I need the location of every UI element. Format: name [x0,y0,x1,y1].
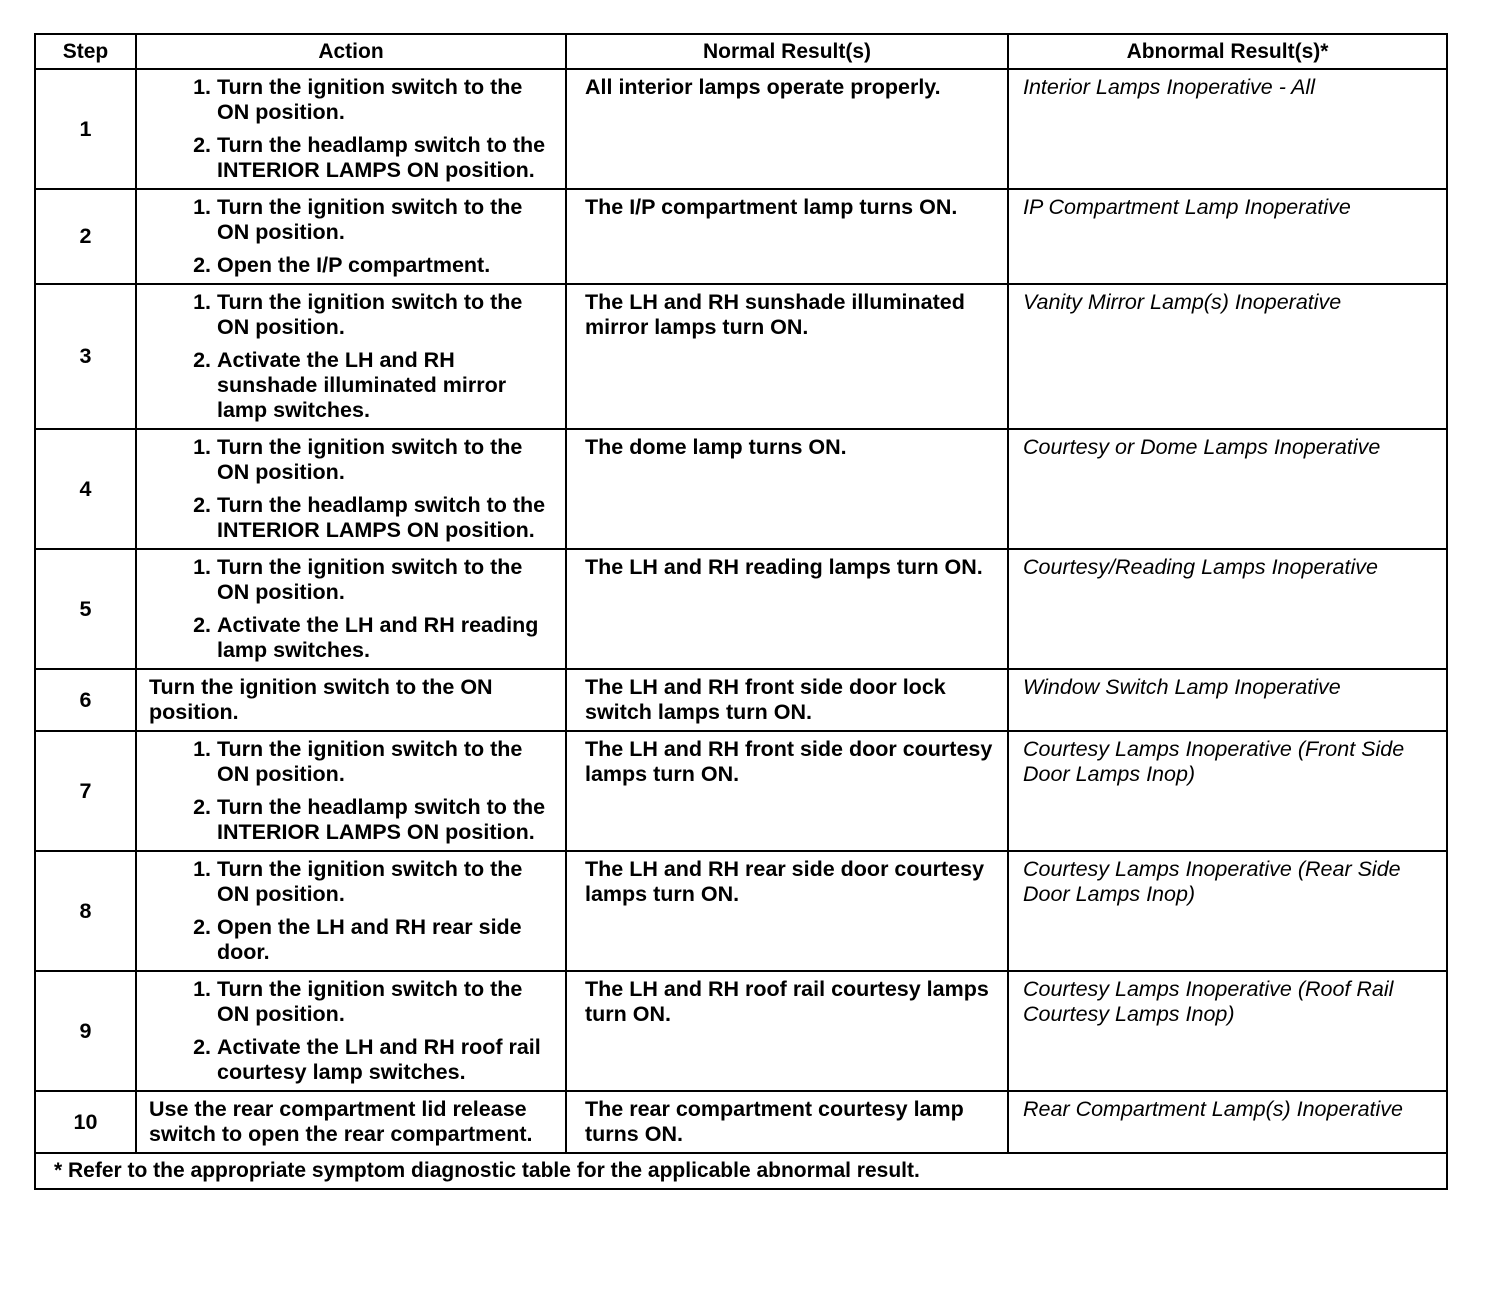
footnote: * Refer to the appropriate symptom diagnostic table for the applicable abnormal result. [35,1153,1447,1189]
header-step: Step [35,34,136,69]
table-row [35,851,1447,971]
abnormal-result: Courtesy/Reading Lamps Inoperative [1008,549,1447,669]
abnormal-result: Courtesy or Dome Lamps Inoperative [1008,429,1447,549]
table-footer [35,1153,1447,1189]
abnormal-result: Courtesy Lamps Inoperative (Roof Rail Courtesy Lamps Inop) [1008,971,1447,1091]
action-cell [136,731,566,851]
action-cell [136,669,566,731]
action-cell [136,429,566,549]
action-step: 2. Activate the LH and RH reading lamp switches. [217,613,555,663]
action-steps-list [149,857,555,965]
normal-result: The LH and RH front side door lock switch lamps turn ON. [566,669,1008,731]
normal-result: The LH and RH front side door courtesy lamps turn ON. [566,731,1008,851]
step-number: 10 [35,1091,136,1153]
action-cell [136,189,566,284]
action-cell [136,284,566,429]
normal-result: The dome lamp turns ON. [566,429,1008,549]
step-number: 5 [35,549,136,669]
normal-result: The LH and RH rear side door courtesy lamps turn ON. [566,851,1008,971]
step-number: 1 [35,69,136,189]
action-steps-list [149,555,555,663]
action-steps-list [149,75,555,183]
action-cell [136,69,566,189]
action-step: 1. Turn the ignition switch to the ON position. [217,290,555,340]
table-row [35,1091,1447,1153]
table-row [35,971,1447,1091]
step-number: 6 [35,669,136,731]
action-cell [136,549,566,669]
table-row [35,549,1447,669]
action-cell [136,851,566,971]
action-step: 2. Activate the LH and RH roof rail courtesy lamp switches. [217,1035,555,1085]
action-step: 2. Open the I/P compartment. [217,253,555,278]
action-step: 1. Turn the ignition switch to the ON position. [217,737,555,787]
document-page [34,33,1446,1190]
normal-result: The LH and RH reading lamps turn ON. [566,549,1008,669]
step-number: 8 [35,851,136,971]
table-row [35,284,1447,429]
action-step: 1. Turn the ignition switch to the ON position. [217,857,555,907]
step-number: 7 [35,731,136,851]
action-step: 2. Turn the headlamp switch to the INTERIOR LAMPS ON position. [217,795,555,845]
action-text: Turn the ignition switch to the ON position. [149,675,493,724]
normal-result: The rear compartment courtesy lamp turns ON. [566,1091,1008,1153]
normal-result: The LH and RH sunshade illuminated mirror lamps turn ON. [566,284,1008,429]
normal-result: All interior lamps operate properly. [566,69,1008,189]
abnormal-result: Courtesy Lamps Inoperative (Front Side Door Lamps Inop) [1008,731,1447,851]
abnormal-result: Interior Lamps Inoperative - All [1008,69,1447,189]
action-step: 2. Open the LH and RH rear side door. [217,915,555,965]
action-steps-list [149,737,555,845]
header-row [35,34,1447,69]
action-step: 2. Activate the LH and RH sunshade illuminated mirror lamp switches. [217,348,555,423]
header-action: Action [136,34,566,69]
action-cell [136,971,566,1091]
abnormal-result: Vanity Mirror Lamp(s) Inoperative [1008,284,1447,429]
diagnostic-table [34,33,1448,1190]
table-row [35,669,1447,731]
table-row [35,429,1447,549]
abnormal-result: Window Switch Lamp Inoperative [1008,669,1447,731]
table-row [35,69,1447,189]
action-step: 2. Turn the headlamp switch to the INTERIOR LAMPS ON position. [217,133,555,183]
normal-result: The I/P compartment lamp turns ON. [566,189,1008,284]
action-step: 2. Turn the headlamp switch to the INTERIOR LAMPS ON position. [217,493,555,543]
action-step: 1. Turn the ignition switch to the ON position. [217,555,555,605]
action-step: 1. Turn the ignition switch to the ON position. [217,435,555,485]
table-header [35,34,1447,69]
action-cell [136,1091,566,1153]
table-row [35,189,1447,284]
footnote-row [35,1153,1447,1189]
action-step: 1. Turn the ignition switch to the ON position. [217,195,555,245]
abnormal-result: Rear Compartment Lamp(s) Inoperative [1008,1091,1447,1153]
action-steps-list [149,977,555,1085]
action-steps-list [149,195,555,278]
action-text: Use the rear compartment lid release switch to open the rear compartment. [149,1097,533,1146]
abnormal-result: Courtesy Lamps Inoperative (Rear Side Door Lamps Inop) [1008,851,1447,971]
action-step: 1. Turn the ignition switch to the ON position. [217,75,555,125]
header-normal-results: Normal Result(s) [566,34,1008,69]
action-step: 1. Turn the ignition switch to the ON position. [217,977,555,1027]
step-number: 9 [35,971,136,1091]
abnormal-result: IP Compartment Lamp Inoperative [1008,189,1447,284]
table-row [35,731,1447,851]
step-number: 2 [35,189,136,284]
action-steps-list [149,435,555,543]
step-number: 3 [35,284,136,429]
header-abnormal-results: Abnormal Result(s)* [1008,34,1447,69]
normal-result: The LH and RH roof rail courtesy lamps turn ON. [566,971,1008,1091]
action-steps-list [149,290,555,423]
table-body [35,69,1447,1153]
step-number: 4 [35,429,136,549]
